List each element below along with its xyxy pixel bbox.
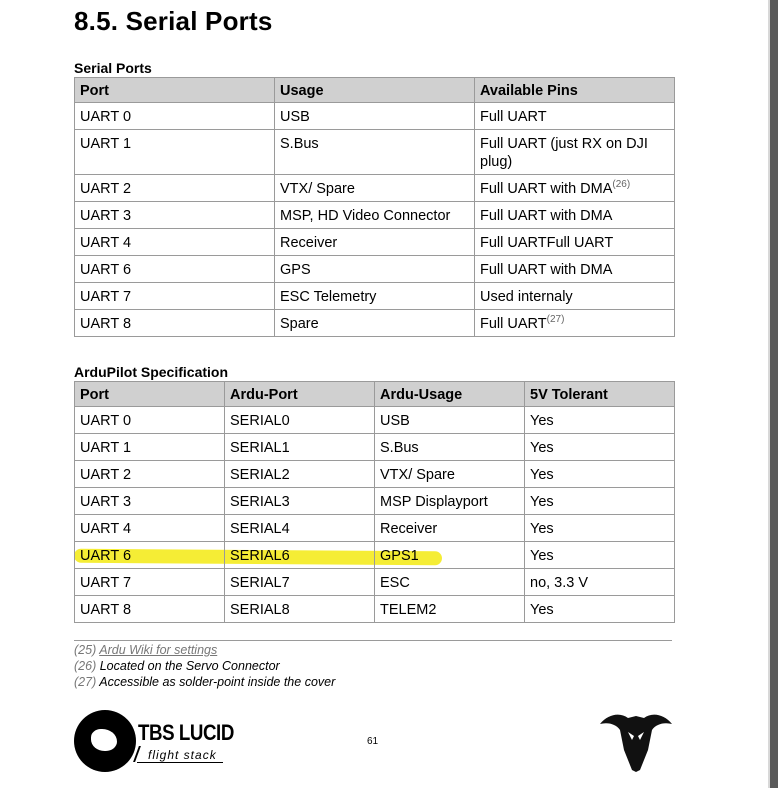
cell-ardu-port: SERIAL6	[225, 542, 375, 569]
cell-ardu-port: SERIAL2	[225, 461, 375, 488]
footnote-25	[74, 643, 217, 657]
cell-usage: VTX/ Spare	[275, 175, 475, 202]
cell-ardu-usage: GPS1	[375, 542, 525, 569]
table-row	[75, 130, 675, 175]
logo-subtitle: flight stack	[148, 748, 217, 762]
table-row	[75, 488, 675, 515]
cell-port: UART 4	[75, 515, 225, 542]
cell-5v-tolerant: Yes	[525, 461, 675, 488]
pins-text: Full UART	[480, 316, 547, 332]
table-row	[75, 103, 675, 130]
tbs-circle-logo-icon	[74, 710, 136, 772]
header-5v-tolerant: 5V Tolerant	[525, 382, 675, 407]
cell-port: UART 6	[75, 542, 225, 569]
cell-ardu-port: SERIAL3	[225, 488, 375, 515]
footnote-number: (25)	[74, 643, 97, 657]
cell-ardu-port: SERIAL1	[225, 434, 375, 461]
cell-port: UART 8	[75, 310, 275, 337]
footnote-divider	[74, 640, 672, 641]
cell-ardu-port: SERIAL7	[225, 569, 375, 596]
cell-ardu-usage: Receiver	[375, 515, 525, 542]
cell-usage: Spare	[275, 310, 475, 337]
cell-5v-tolerant: Yes	[525, 542, 675, 569]
footnote-ref[interactable]: (27)	[546, 314, 565, 325]
cell-port: UART 6	[75, 256, 275, 283]
cell-port: UART 3	[75, 202, 275, 229]
cell-port: UART 1	[75, 130, 275, 175]
table-row	[75, 310, 675, 337]
header-usage: Usage	[275, 78, 475, 103]
footnote-ref[interactable]: (26)	[612, 179, 631, 190]
cell-pins	[475, 283, 675, 310]
cell-5v-tolerant: Yes	[525, 515, 675, 542]
cell-ardu-usage: MSP Displayport	[375, 488, 525, 515]
header-available-pins: Available Pins	[475, 78, 675, 103]
viewer-scrollbar[interactable]	[770, 0, 778, 788]
cell-ardu-port: SERIAL4	[225, 515, 375, 542]
table-row	[75, 283, 675, 310]
pins-text: Full UART with DMA	[480, 208, 613, 224]
cell-port: UART 4	[75, 229, 275, 256]
pins-text: Used internaly	[480, 289, 573, 305]
footnote-text: Accessible as solder-point inside the cover	[99, 675, 336, 689]
cell-pins	[475, 130, 675, 175]
ardupilot-table	[74, 381, 675, 623]
table-row	[75, 461, 675, 488]
table-row	[75, 596, 675, 623]
table-row	[75, 256, 675, 283]
cell-ardu-usage: TELEM2	[375, 596, 525, 623]
header-port: Port	[75, 382, 225, 407]
page-number: 61	[367, 736, 379, 747]
cell-pins	[475, 175, 675, 202]
cell-usage: GPS	[275, 256, 475, 283]
table-row	[75, 229, 675, 256]
cell-pins	[475, 229, 675, 256]
bull-head-icon	[598, 710, 674, 774]
pins-text: Full UART with DMA	[480, 181, 613, 197]
cell-5v-tolerant: no, 3.3 V	[525, 569, 675, 596]
table-row	[75, 569, 675, 596]
table-header-row	[75, 78, 675, 103]
footnote-26	[74, 659, 280, 673]
cell-port: UART 0	[75, 103, 275, 130]
serial-ports-caption: Serial Ports	[74, 60, 152, 76]
footnote-number: (27)	[74, 675, 97, 689]
cell-ardu-port: SERIAL8	[225, 596, 375, 623]
footnote-text: Located on the Servo Connector	[99, 659, 280, 673]
cell-pins	[475, 103, 675, 130]
cell-port: UART 8	[75, 596, 225, 623]
cell-ardu-port: SERIAL0	[225, 407, 375, 434]
header-port: Port	[75, 78, 275, 103]
cell-pins	[475, 310, 675, 337]
table-header-row	[75, 382, 675, 407]
cell-port: UART 2	[75, 461, 225, 488]
ardu-wiki-link[interactable]: Ardu Wiki for settings	[99, 643, 218, 657]
cell-port: UART 1	[75, 434, 225, 461]
footnote-number: (26)	[74, 659, 97, 673]
pins-text: Full UART with DMA	[480, 262, 613, 278]
pins-text: Full UART	[480, 109, 547, 125]
cell-port: UART 7	[75, 569, 225, 596]
cell-port: UART 2	[75, 175, 275, 202]
section-heading: 8.5. Serial Ports	[74, 6, 273, 36]
cell-5v-tolerant: Yes	[525, 488, 675, 515]
table-row	[75, 515, 675, 542]
splat-shape	[91, 729, 117, 751]
cell-port: UART 7	[75, 283, 275, 310]
cell-port: UART 0	[75, 407, 225, 434]
cell-5v-tolerant: Yes	[525, 596, 675, 623]
serial-ports-table	[74, 77, 675, 337]
cell-5v-tolerant: Yes	[525, 407, 675, 434]
table-row	[75, 175, 675, 202]
footnote-27	[74, 675, 335, 689]
header-ardu-usage: Ardu-Usage	[375, 382, 525, 407]
table-row	[75, 434, 675, 461]
cell-usage: MSP, HD Video Connector	[275, 202, 475, 229]
cell-usage: Receiver	[275, 229, 475, 256]
cell-usage: S.Bus	[275, 130, 475, 175]
cell-ardu-usage: USB	[375, 407, 525, 434]
table-row	[75, 202, 675, 229]
table-row	[75, 407, 675, 434]
cell-pins	[475, 256, 675, 283]
logo-underline	[137, 762, 223, 763]
cell-usage: ESC Telemetry	[275, 283, 475, 310]
cell-port: UART 3	[75, 488, 225, 515]
ardupilot-caption: ArduPilot Specification	[74, 364, 229, 380]
cell-usage: USB	[275, 103, 475, 130]
pins-text: Full UART (just RX on DJI plug)	[480, 136, 648, 170]
cell-ardu-usage: ESC	[375, 569, 525, 596]
cell-ardu-usage: VTX/ Spare	[375, 461, 525, 488]
cell-5v-tolerant: Yes	[525, 434, 675, 461]
header-ardu-port: Ardu-Port	[225, 382, 375, 407]
cell-pins	[475, 202, 675, 229]
cell-ardu-usage: S.Bus	[375, 434, 525, 461]
table-row-highlighted	[75, 542, 675, 569]
logo-name: TBS LUCID	[138, 720, 234, 745]
pins-text: Full UARTFull UART	[480, 235, 614, 251]
